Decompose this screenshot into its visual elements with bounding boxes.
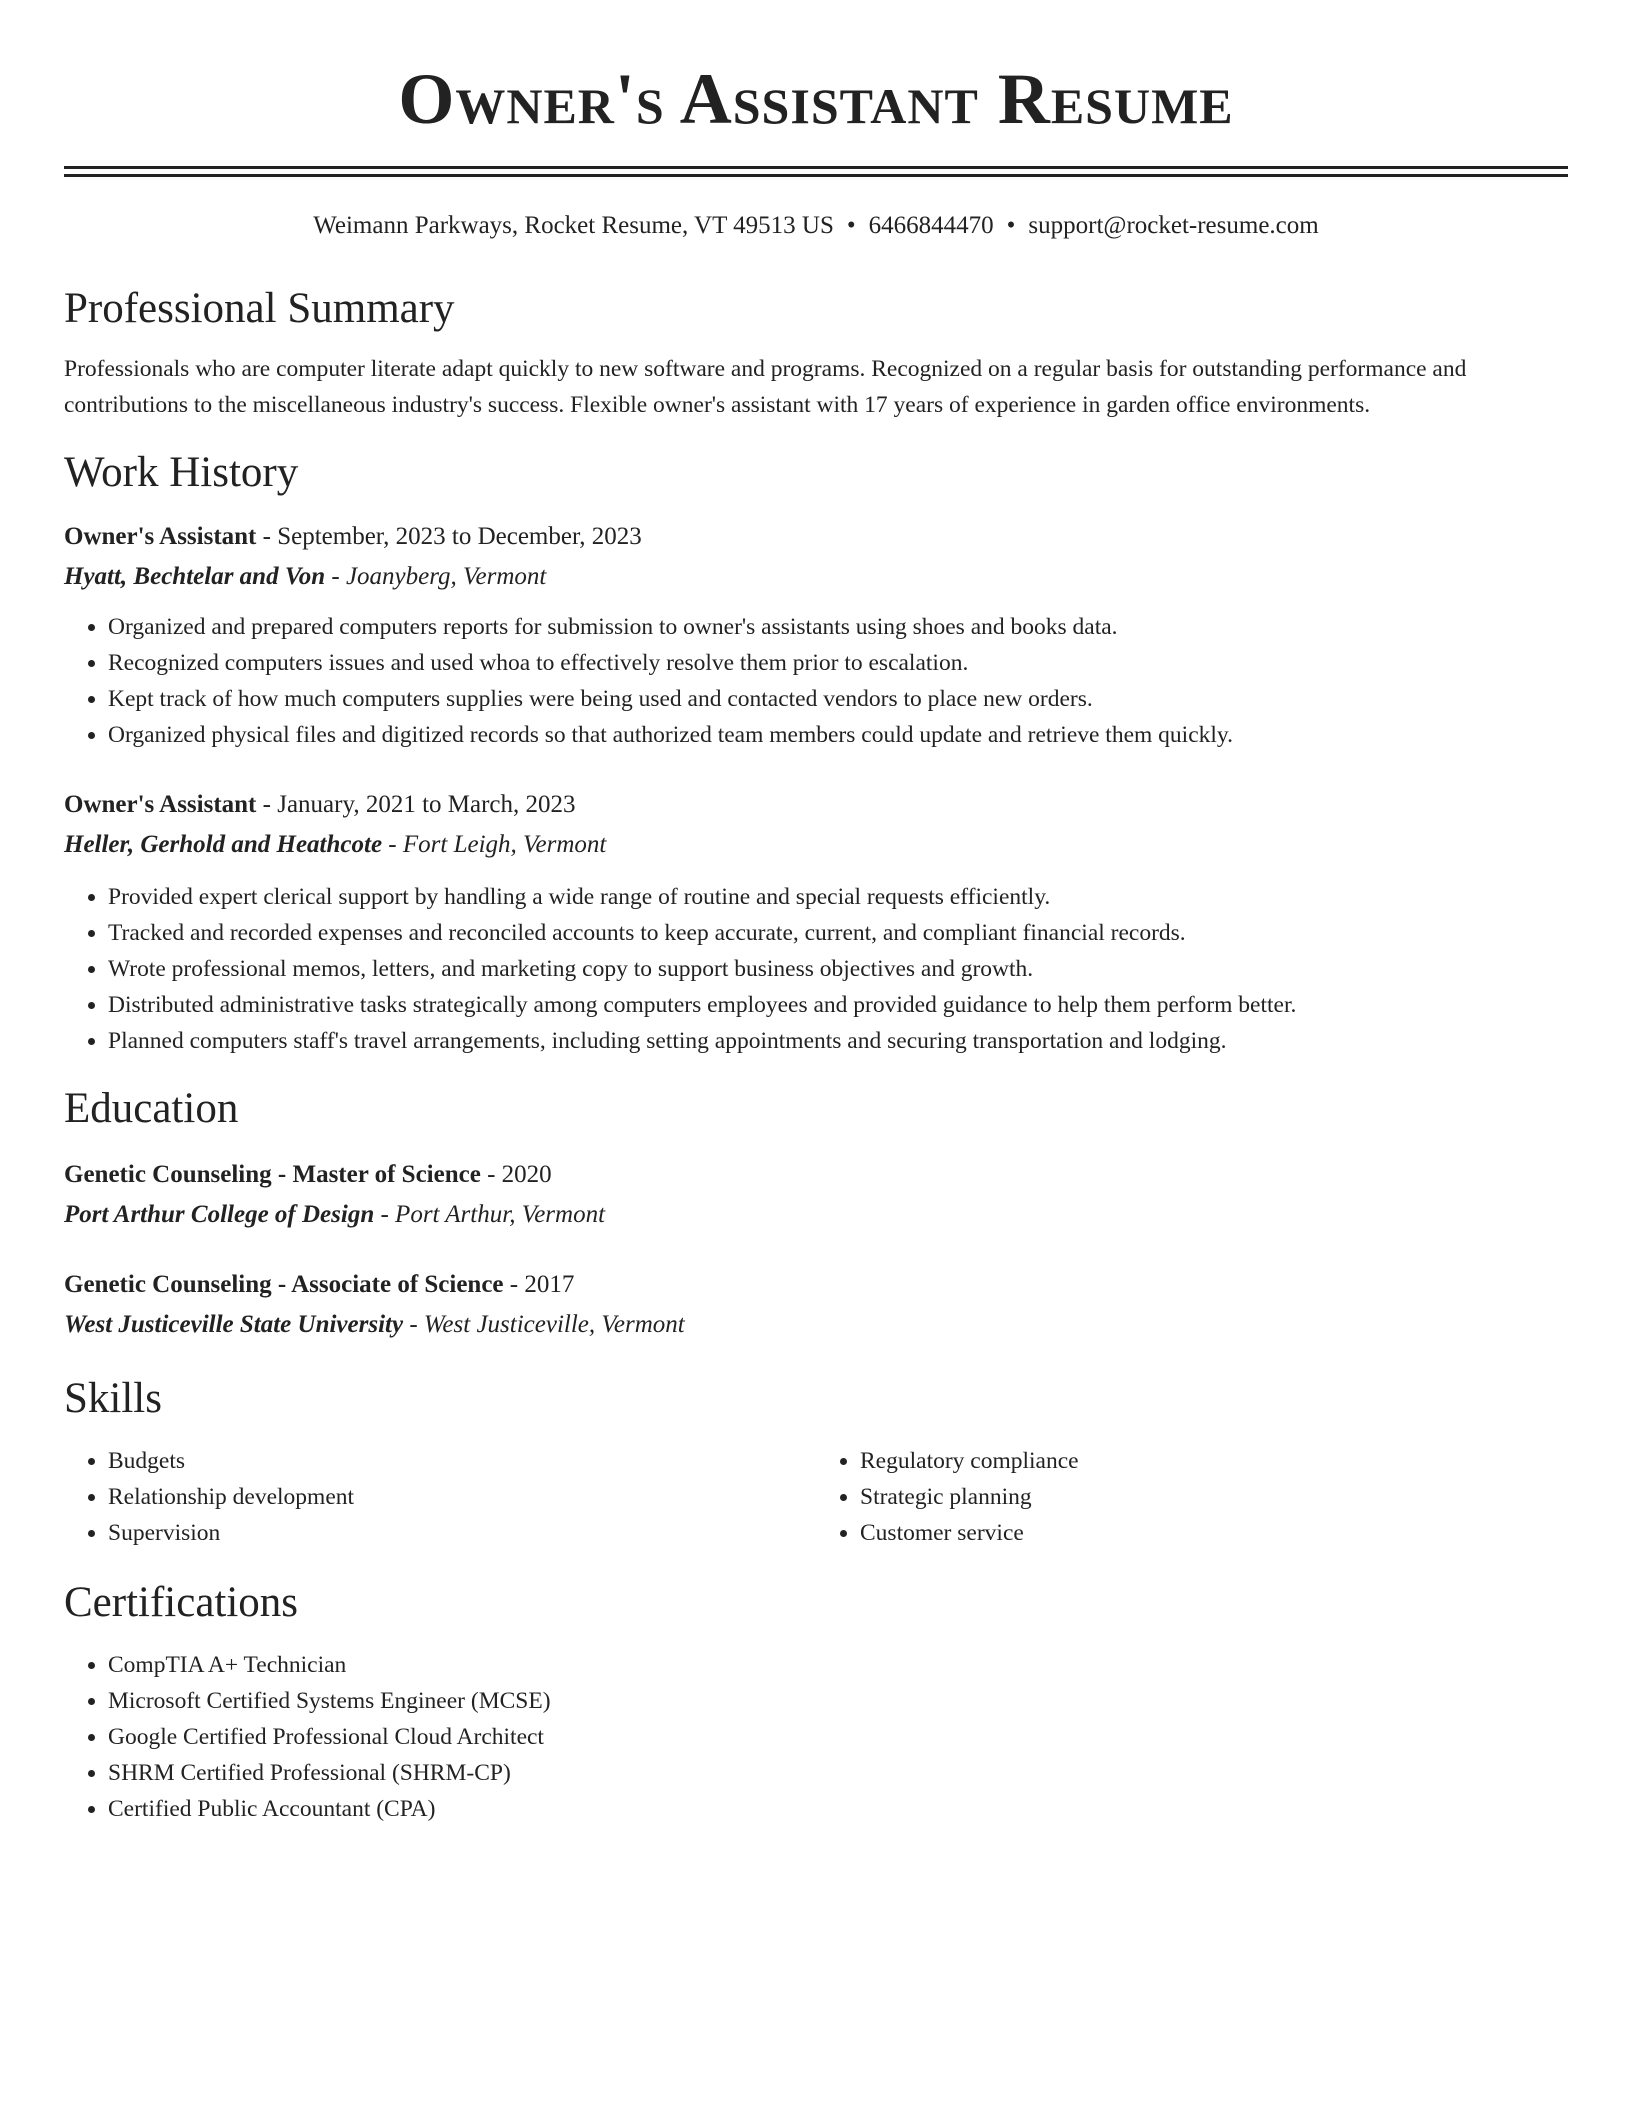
job-title: Owner's Assistant [64,523,257,550]
job-bullet: • Tracked and recorded expenses and reconciled accounts to keep accurate, current, and compliant financial records. [108,915,1568,951]
job-bullet: • Distributed administrative tasks strategically among computers employees and provided guidance to help them perform better. [108,987,1568,1023]
skills-heading: Skills [64,1375,162,1422]
skill-item: • Budgets [108,1443,816,1479]
job-bullet: • Kept track of how much computers supplies were being used and contacted vendors to place new orders. [108,681,1568,717]
job-title: Owner's Assistant [64,791,257,818]
job-location: - Fort Leigh, Vermont [382,831,607,858]
job-title-line [64,785,1568,825]
school-name: West Justiceville State University [64,1311,404,1338]
education-entry [64,1155,1568,1235]
skill-item: • Relationship development [108,1479,816,1515]
job-bullets [64,879,1568,1059]
job-bullets [64,609,1568,753]
school-name: Port Arthur College of Design [64,1201,375,1228]
job-dates: - January, 2021 to March, 2023 [256,791,576,818]
certifications-heading: Certifications [64,1579,299,1626]
job-dates: - September, 2023 to December, 2023 [256,523,642,550]
degree-year: - 2017 [503,1271,575,1298]
job-company: Heller, Gerhold and Heathcote [64,831,383,858]
skills-list [64,1443,1568,1551]
contact-email[interactable]: support@rocket-resume.com [1028,212,1319,239]
summary-text: Professionals who are computer literate adapt quickly to new software and programs. Recognized on a regular basis for outstanding performance and contributions to the miscellaneous industry's success. Flexible owner's assistant with 17 years of experience in garden office environments. [64,356,1467,418]
job-bullet: • Recognized computers issues and used whoa to effectively resolve them prior to escalation. [108,645,1568,681]
certification-item: • SHRM Certified Professional (SHRM-CP) [108,1755,1568,1791]
degree-name: Genetic Counseling - Associate of Science [64,1271,504,1298]
certification-item: • Google Certified Professional Cloud Architect [108,1719,1568,1755]
summary-heading: Professional Summary [64,285,455,332]
certification-item: • Microsoft Certified Systems Engineer (MCSE) [108,1683,1568,1719]
skills-column-left [64,1443,816,1551]
certification-item: • CompTIA A+ Technician [108,1647,1568,1683]
job-company: Hyatt, Bechtelar and Von [64,563,326,590]
certifications-list [64,1647,1568,1827]
degree-line [64,1265,1568,1305]
school-line [64,1305,1568,1345]
job-location: - Joanyberg, Vermont [325,563,547,590]
education-heading: Education [64,1085,239,1132]
degree-year: - 2020 [480,1161,552,1188]
job-bullet: • Provided expert clerical support by handling a wide range of routine and special requests efficiently. [108,879,1568,915]
certification-item: • Certified Public Accountant (CPA) [108,1791,1568,1827]
job-company-line [64,557,1568,597]
skill-item: • Customer service [860,1515,1568,1551]
title-divider [64,166,1568,177]
skills-column-right [816,1443,1568,1551]
school-location: - West Justiceville, Vermont [403,1311,685,1338]
certification-items [64,1647,1568,1827]
job-bullet: • Organized physical files and digitized records so that authorized team members could update and retrieve them quickly. [108,717,1568,753]
resume-page [64,0,1568,1827]
contact-separator: • [846,212,856,239]
contact-separator: • [1006,212,1016,239]
contact-phone: 6466844470 [868,212,994,239]
education-entry [64,1265,1568,1345]
school-line [64,1195,1568,1235]
resume-title: Owner's Assistant Resume [398,59,1234,139]
job-company-line [64,825,1568,865]
work-history-heading: Work History [64,449,299,496]
job-title-line [64,517,1568,557]
skill-item: • Strategic planning [860,1479,1568,1515]
degree-name: Genetic Counseling - Master of Science [64,1161,481,1188]
job-entry [64,517,1568,753]
school-location: - Port Arthur, Vermont [374,1201,606,1228]
degree-line [64,1155,1568,1195]
job-entry [64,785,1568,1059]
contact-line [64,209,1568,243]
skill-item: • Supervision [108,1515,816,1551]
job-bullet: • Planned computers staff's travel arrangements, including setting appointments and securing transportation and lodging. [108,1023,1568,1059]
contact-address: Weimann Parkways, Rocket Resume, VT 49513 US [313,212,834,239]
job-bullet: • Wrote professional memos, letters, and marketing copy to support business objectives and growth. [108,951,1568,987]
skill-item: • Regulatory compliance [860,1443,1568,1479]
job-bullet: • Organized and prepared computers reports for submission to owner's assistants using shoes and books data. [108,609,1568,645]
